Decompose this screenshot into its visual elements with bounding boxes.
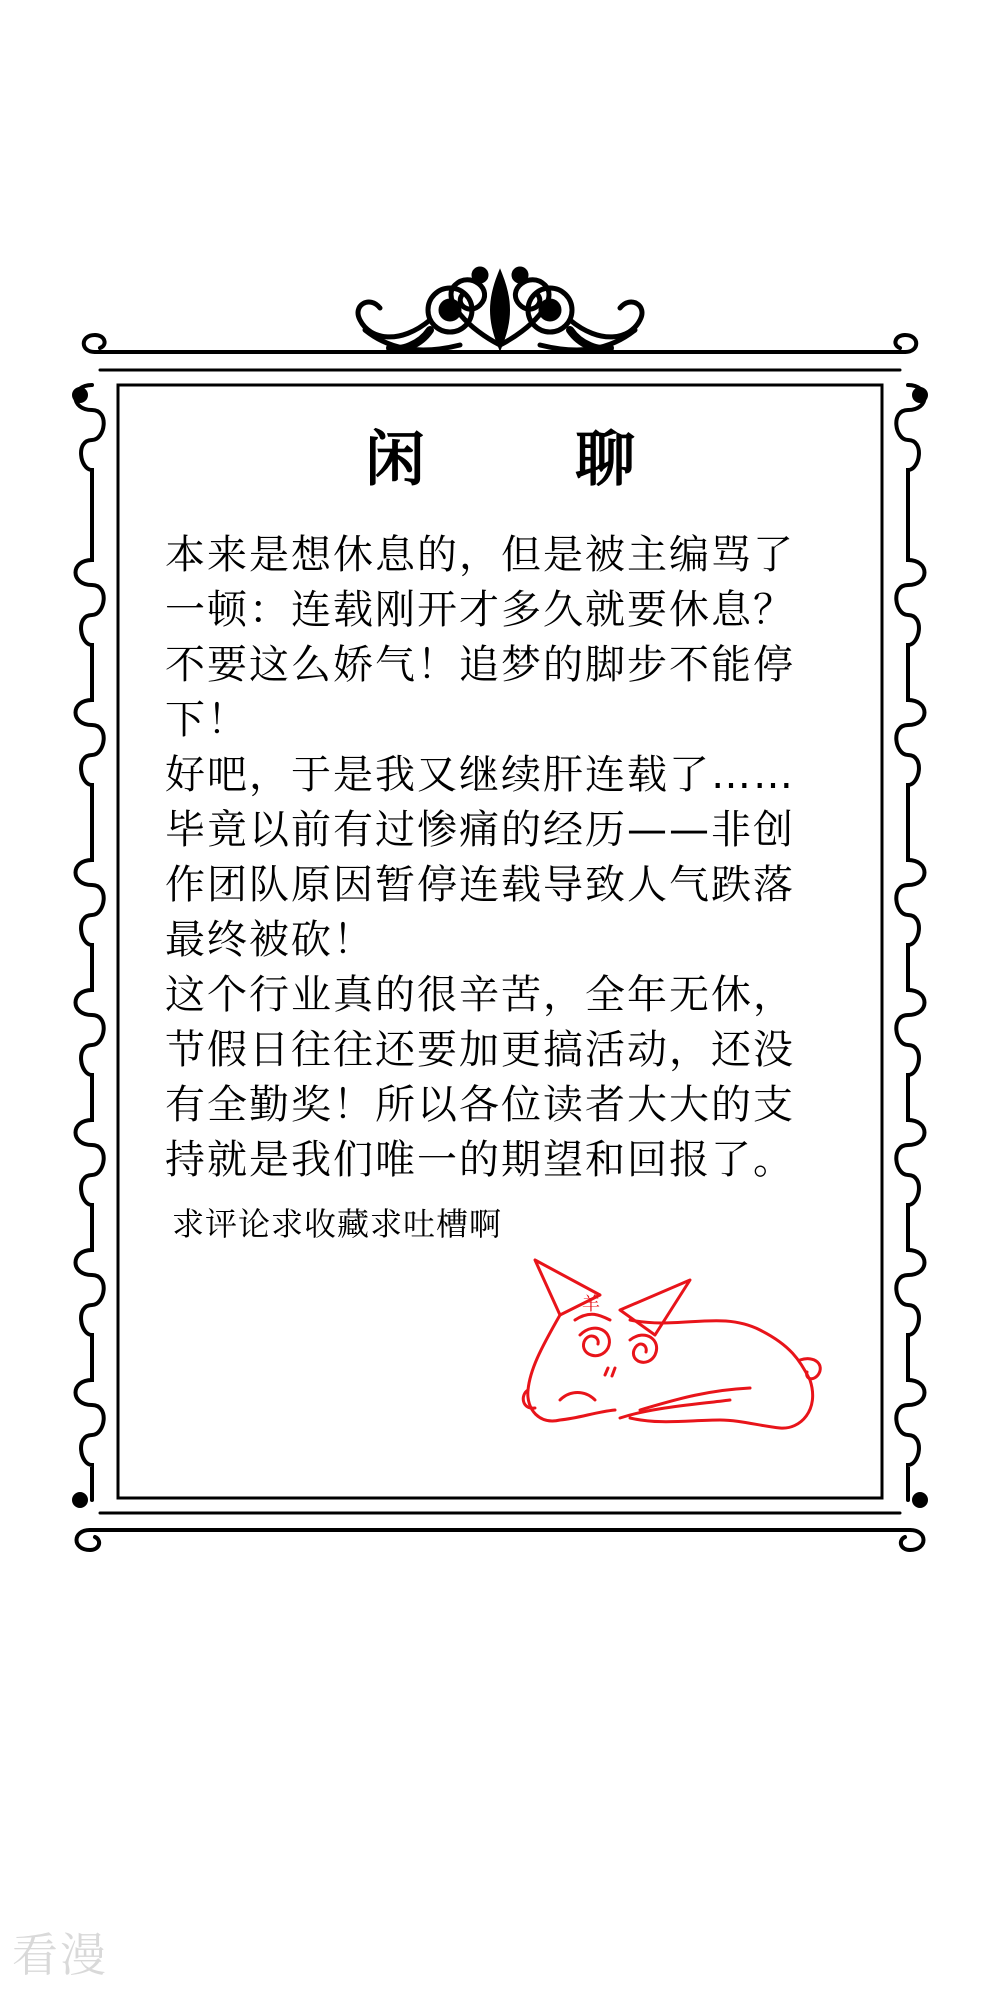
text-line: 作团队原因暂停连载导致人气跌落 (165, 862, 795, 908)
chat-body-text (165, 528, 845, 1188)
text-line: 一顿：连载刚开才多久就要休息？ (165, 587, 795, 633)
text-line: 有全勤奖！所以各位读者大大的支 (165, 1082, 795, 1128)
text-line: 节假日往往还要加更搞活动，还没 (165, 1027, 795, 1073)
text-line: 毕竟以前有过惨痛的经历——非创 (165, 807, 795, 853)
page-title (0, 420, 1000, 500)
top-flourish (358, 269, 642, 350)
text-line: 最终被砍！ (165, 917, 375, 963)
text-line: 持就是我们唯一的期望和回报了。 (165, 1137, 795, 1183)
title-char-1: 闲 (365, 425, 425, 495)
right-scroll-column (896, 385, 926, 1506)
text-line: 本来是想休息的，但是被主编骂了 (165, 532, 795, 578)
title-char-2: 聊 (575, 425, 635, 495)
watermark: 看漫 (12, 1928, 108, 1982)
text-line: 好吧，于是我又继续肝连载了…… (165, 752, 795, 798)
text-line: 这个行业真的很辛苦，全年无休， (165, 972, 795, 1018)
text-line: 下！ (165, 697, 249, 743)
text-line: 不要这么娇气！追梦的脚步不能停 (165, 642, 795, 688)
dizzy-pig-doodle (500, 1240, 860, 1470)
pig-forehead-text: 羊 (582, 1294, 600, 1315)
left-scroll-column (74, 385, 104, 1506)
plea-text: 求评论求收藏求吐槽啊 (172, 1205, 503, 1243)
